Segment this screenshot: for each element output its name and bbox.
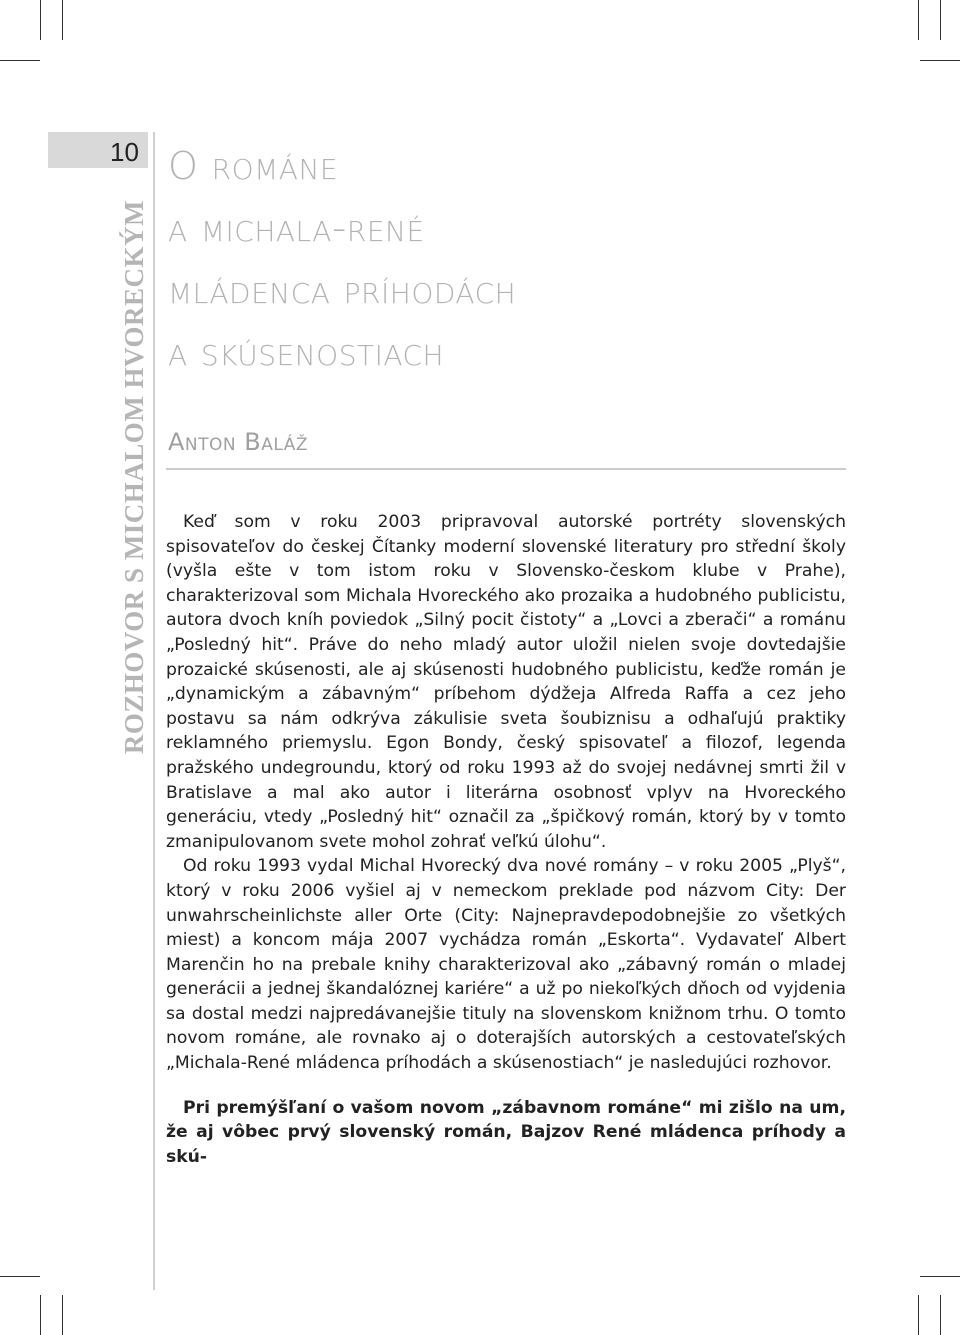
page-number: 10 [110, 137, 139, 167]
crop-mark [920, 1276, 960, 1277]
crop-mark [918, 1295, 919, 1335]
author-divider [166, 468, 846, 470]
author-name: Anton Baláž [168, 428, 308, 456]
crop-mark [40, 1295, 41, 1335]
crop-mark [920, 60, 960, 61]
crop-mark [62, 0, 63, 40]
crop-mark [40, 0, 41, 40]
paragraph: Od roku 1993 vydal Michal Hvorecký dva nové romány – v roku 2005 „Plyš“, ktorý v roku 2006 vyšiel aj v nemeckom preklade pod názvom City: Der unwahrscheinlichste aller Orte (City: Najnepravdepodobnejšie zo všetkých miest) a koncom mája 2007 vychádza román „Eskorta“. Vydavateľ Albert Marenčin ho na prebale knihy charakterizoval ako „zábavný román o mladej generácii a jednej škandalóznej kariére“ a už po niekoľkých dňoch od vyjdenia sa dostal medzi najpredávanejšie tituly na slovenskom knižnom trhu. O tomto novom románe, ale rovnako aj o doterajších autorských a cestovateľských „Michala-René mládenca príhodách a skúsenostiach“ je nasledujúci rozhovor. [166, 856, 846, 1074]
article-title [168, 130, 858, 383]
article-body [166, 510, 846, 1169]
title-line-2: a michala-rené [168, 205, 425, 251]
title-line-1-rest: románe [198, 143, 339, 189]
running-head [114, 200, 154, 880]
title-line-4: a skúsenostiach [168, 329, 445, 375]
crop-mark [918, 0, 919, 40]
crop-mark [0, 60, 40, 61]
crop-mark [940, 0, 941, 40]
title-line-3: mládenca príhodách [168, 267, 517, 313]
title-line-1 [168, 130, 858, 197]
crop-mark [940, 1295, 941, 1335]
running-head-text: ROZHOVOR S MICHALOM HVORECKÝM [119, 200, 149, 755]
crop-mark [0, 1276, 40, 1277]
interview-question: Pri premýšľaní o vašom novom „zábavnom románe“ mi zišlo na um, že aj vôbec prvý slovenský román, Bajzov René mládenca príhody a skú- [166, 1097, 846, 1167]
paragraph: Keď som v roku 2003 pripravoval autorské portréty slovenských spisovateľov do českej Čítanky moderní slovenské literatury pro střední školy (vyšla ešte v tom istom roku v Slovensko-českom klube v Prahe), charakterizoval som Michala Hvoreckého ako prozaika a hudobného publicistu, autora dvoch kníh poviedok „Silný pocit čistoty“ a „Lovci a zberači“ a románu „Posledný hit“. Práve do neho mladý autor uložil nielen svoje dovtedajšie prozaické skúsenosti, ale aj skúsenosti hudobného publicistu, keďže román je „dynamickým a zábavným“ príbehom dýdžeja Alfreda Raffa a cez jeho postavu sa nám odkrýva zákulisie sveta šoubiznisu a odhaľujú praktiky reklamného priemyslu. Egon Bondy, český spisovateľ a filozof, legenda pražského undegroundu, ktorý od roku 1993 až do svojej nedávnej smrti žil v Bratislave a mal ako autor i literárna osobnosť vplyv na Hvoreckého generáciu, vtedy „Posledný hit“ označil za „špičkový román, ktorý by v tomto zmanipulovanom svete mohol zohrať veľkú úlohu“. [166, 512, 846, 852]
crop-mark [62, 1295, 63, 1335]
title-initial: o [168, 129, 199, 192]
